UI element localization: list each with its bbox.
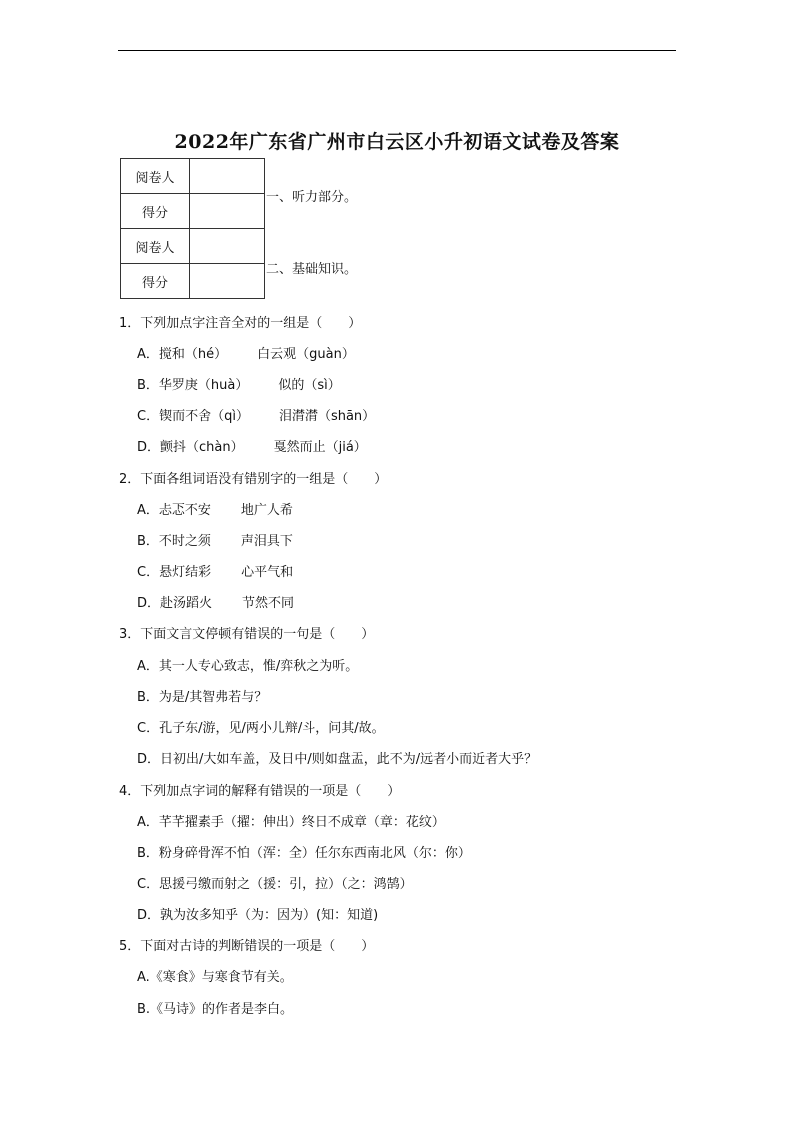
question-option — [137, 343, 355, 362]
question-option: D．日初出/大如车盖，及日中/则如盘盂，此不为/远者小而近者大乎？ — [137, 752, 538, 767]
question-option — [137, 499, 293, 518]
score-table — [120, 158, 265, 299]
option-text: B．华罗庚（huà） — [137, 378, 249, 393]
question-option: C．思援弓缴而射之（援：引，拉）（之：鸿鹄） — [137, 877, 413, 892]
option-text: A．搅和（hé） — [137, 347, 228, 362]
question-option: B．为是/其智弗若与？ — [137, 690, 268, 705]
option-text: 泪潸潸（shān） — [278, 409, 376, 424]
score-label: 得分 — [121, 264, 190, 299]
header-rule — [118, 50, 676, 51]
option-text: 声泪具下 — [240, 534, 293, 549]
reviewer-cell — [190, 159, 265, 194]
reviewer-label: 阅卷人 — [121, 229, 190, 264]
question-option — [137, 530, 293, 549]
question-option — [137, 436, 367, 455]
option-text: C．悬灯结彩 — [137, 565, 212, 580]
question-option: B．粉身碎骨浑不怕（浑：全）任尔东西南北风（尔：你） — [137, 846, 471, 861]
option-text: D．赴汤蹈火 — [137, 596, 213, 611]
question-stem: 4．下列加点字词的解释有错误的一项是（ ） — [119, 784, 401, 799]
question-option — [137, 405, 375, 424]
page-title: 2022年广东省广州市白云区小升初语文试卷及答案 — [174, 131, 620, 153]
option-text: D．颤抖（chàn） — [137, 440, 244, 455]
option-text: 白云观（guàn） — [257, 347, 355, 362]
option-text: A．忐忑不安 — [137, 503, 211, 518]
question-option: C．孔子东/游，见/两小儿辩/斗，问其/故。 — [137, 721, 385, 736]
option-text: 似的（sì） — [278, 378, 341, 393]
question-option — [137, 592, 294, 611]
option-text: 心平气和 — [241, 565, 294, 580]
option-text: 戛然而止（jiá） — [273, 440, 367, 455]
question-option — [137, 374, 341, 393]
question-option: A．其一人专心致志，惟/弈秋之为听。 — [137, 659, 359, 674]
reviewer-cell — [190, 229, 265, 264]
question-option: D．孰为汝多知乎（为：因为）(知：知道) — [137, 908, 379, 923]
question-stem: 3．下面文言文停顿有错误的一句是（ ） — [119, 627, 375, 642]
section-heading-basics: 二、基础知识。 — [266, 262, 358, 277]
option-text: C．锲而不舍（qì） — [137, 409, 249, 424]
score-label: 得分 — [121, 194, 190, 229]
option-text: 节然不同 — [242, 596, 295, 611]
option-text: 地广人希 — [240, 503, 293, 518]
question-stem: 1．下列加点字注音全对的一组是（ ） — [119, 316, 362, 331]
section-heading-listening: 一、听力部分。 — [266, 190, 358, 205]
score-cell — [190, 264, 265, 299]
question-option — [137, 561, 293, 580]
option-text: B．不时之须 — [137, 534, 211, 549]
reviewer-label: 阅卷人 — [121, 159, 190, 194]
question-stem: 2．下面各组词语没有错别字的一组是（ ） — [119, 472, 388, 487]
score-cell — [190, 194, 265, 229]
question-stem: 5．下面对古诗的判断错误的一项是（ ） — [119, 939, 375, 954]
question-option: A．芊芊擢素手（擢：伸出）终日不成章（章：花纹） — [137, 815, 445, 830]
question-option: B.《马诗》的作者是李白。 — [137, 1002, 294, 1017]
question-option: A.《寒食》与寒食节有关。 — [137, 970, 293, 985]
